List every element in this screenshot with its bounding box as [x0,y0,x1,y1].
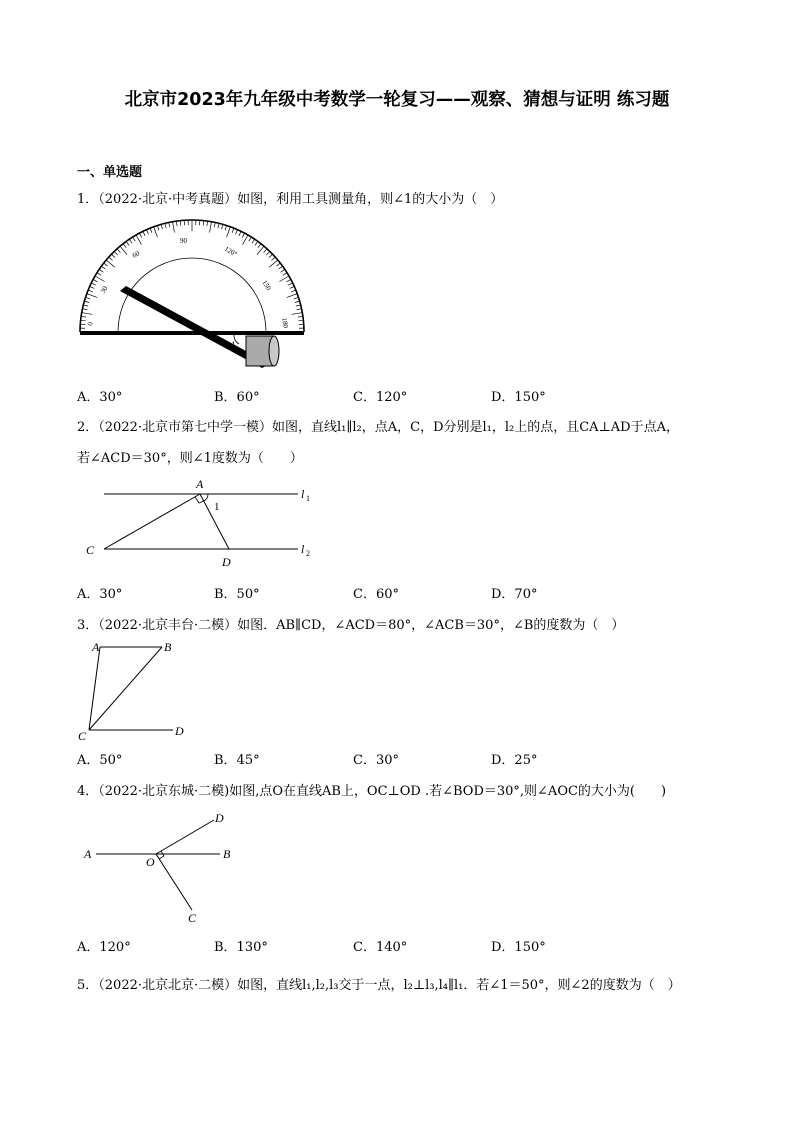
point-a-label: A [84,847,92,861]
protractor-tick [90,286,95,288]
q3-choice-c: C．30° [353,753,399,768]
tick-label-150: 150 [260,278,273,292]
protractor-tick [143,231,145,235]
point-d-label: D [175,724,184,738]
protractor-tick [236,230,238,235]
q3-choice-d: D．25° [491,753,538,768]
protractor-tick [83,305,88,306]
protractor-tick [81,316,86,317]
protractor-figure [76,214,308,370]
protractor-tick [176,221,177,226]
protractor-tick [136,235,142,245]
question-3-stem: 3．（2022·北京丰台·二模）如图．AB∥CD，∠ACD＝80°，∠ACB＝30°，∠B的度数为（ ） [77,618,625,633]
protractor-tick [210,222,212,233]
l2-subscript: 2 [306,549,310,558]
protractor-tick [287,294,297,298]
protractor-tick [139,233,141,237]
l1-label: l [301,487,305,501]
ray-od [156,820,214,854]
protractor-tick [157,225,159,230]
q4-choice-d: D．150° [491,940,546,955]
protractor-tick [258,244,261,248]
protractor-tick [243,235,249,245]
protractor-tick [88,290,93,292]
cylinder-end [269,336,279,366]
question-2-stem-line1: 2．（2022·北京市第七中学一模）如图，直线l₁∥l₂，点A，C，D分别是l₁，l₂上的点，且CA⊥AD于点A， [77,420,679,435]
protractor-tick [227,227,231,237]
protractor-tick [169,222,170,227]
question-5-stem: 5．（2022·北京北京·二模）如图，直线l₁,l₂,l₃交于一点，l₂⊥l₃,l₄∥l₁．若∠1＝50°，则∠2的度数为（ ） [77,978,681,993]
q4-choice-a: A．120° [77,940,131,955]
point-o-label: O [146,855,155,869]
protractor-tick [298,316,303,317]
question-2-stem-line2: 若∠ACD＝30°，则∠1度数为（ ） [77,451,303,466]
protractor-tick [264,249,267,253]
protractor-tick [109,257,113,260]
question-1-stem: 1．（2022·北京·中考真题）如图，利用工具测量角，则∠1的大小为（ ） [77,192,504,207]
protractor-tick [93,279,97,281]
protractor-tick [296,305,301,306]
perpendicular-rays-figure [80,806,240,928]
point-b-label: B [223,847,231,861]
protractor-tick [173,222,175,233]
protractor-tick [272,257,276,260]
segment-ac [89,647,100,730]
q1-choice-d: D．150° [491,390,546,405]
parallel-lines-figure [82,474,322,572]
point-c-label: C [78,729,87,743]
protractor-tick [225,225,227,230]
protractor-tick [95,276,105,282]
point-c-label: C [188,911,197,925]
protractor-tick [295,301,300,302]
angle-1-label: 1 [231,340,236,350]
point-b-label: B [164,640,172,654]
protractor-tick [82,309,87,310]
protractor-tick [255,241,258,245]
protractor-tick [97,273,101,276]
protractor-tick [84,301,89,302]
question-4-stem: 4．（2022·北京东城·二模)如图,点O在直线AB上，OC⊥OD .若∠BOD＝30°,则∠AOC的大小为( ) [77,784,667,799]
protractor-tick [104,263,108,266]
ray-oc [156,854,192,910]
tick-label-60: 60 [131,249,142,260]
q2-choice-d: D．70° [491,587,538,602]
protractor-tick [114,251,117,255]
protractor-tick [146,230,148,235]
protractor-tick [252,239,255,243]
segment-bc [89,647,162,730]
q3-choice-a: A．50° [77,753,123,768]
angle-1-label: 1 [214,501,220,513]
q4-choice-b: B．130° [214,940,268,955]
protractor-tick [276,263,280,266]
protractor-tick [221,224,222,229]
protractor-tick [281,269,285,272]
protractor-tick [111,254,115,257]
segment-ca [104,494,200,549]
protractor-tick [266,251,269,255]
l2-label: l [301,542,305,556]
protractor-tick [117,249,120,253]
protractor-tick [249,237,252,241]
q2-choice-b: B．50° [214,587,260,602]
protractor-tick [133,237,136,241]
trapezoid-figure [76,636,196,744]
protractor-tick [154,227,158,237]
protractor-tick [129,239,132,243]
protractor-tick [291,313,302,315]
section-heading: 一、单选题 [77,165,143,180]
tick-label-120: 120° [223,244,239,259]
protractor-tick [288,283,292,285]
point-a-label: A [196,477,204,491]
tick-label-0: 0 [86,321,95,327]
protractor-tick [82,313,93,315]
protractor-tick [123,244,126,248]
protractor-tick [269,254,273,257]
q2-choice-a: A．30° [77,587,123,602]
protractor-tick [165,223,166,228]
tick-label-90: 90 [180,237,187,245]
q1-choice-b: B．60° [214,390,260,405]
protractor-tick [101,266,105,269]
protractor-tick [218,223,219,228]
protractor-tick [85,297,90,299]
protractor-tick [279,276,289,282]
tick-label-180: 180 [280,316,290,329]
page-title: 北京市2023年九年级中考数学一轮复习——观察、猜想与证明 练习题 [124,90,670,110]
protractor-tick [291,290,296,292]
q1-choice-a: A．30° [77,390,123,405]
q4-choice-c: C．140° [353,940,408,955]
tick-label-30: 30 [98,284,110,296]
protractor-tick [214,222,215,227]
protractor-tick [161,224,162,229]
protractor-tick [87,294,97,298]
protractor-tick [283,273,287,276]
q3-choice-b: B．45° [214,753,260,768]
protractor-tick [207,221,208,226]
protractor-tick [99,269,103,272]
protractor-tick [232,228,234,233]
point-c-label: C [86,543,95,557]
protractor-tick [242,233,244,237]
protractor-tick [126,241,129,245]
protractor-ticks [80,220,304,332]
q1-choice-c: C．120° [353,390,408,405]
point-d-label: D [215,811,224,825]
protractor-tick [279,266,283,269]
protractor-tick [150,228,152,233]
protractor-tick [294,297,299,299]
q2-choice-c: C．60° [353,587,399,602]
protractor-outer-arc [80,220,304,332]
point-d-label: D [222,555,231,569]
l1-subscript: 1 [306,494,310,503]
protractor-tick [290,286,295,288]
angle-1-arc [204,494,208,501]
protractor-tick [286,279,290,281]
protractor-tick [297,309,302,310]
protractor-tick [239,231,241,235]
protractor-tick [91,283,95,285]
point-a-label: A [92,640,100,654]
